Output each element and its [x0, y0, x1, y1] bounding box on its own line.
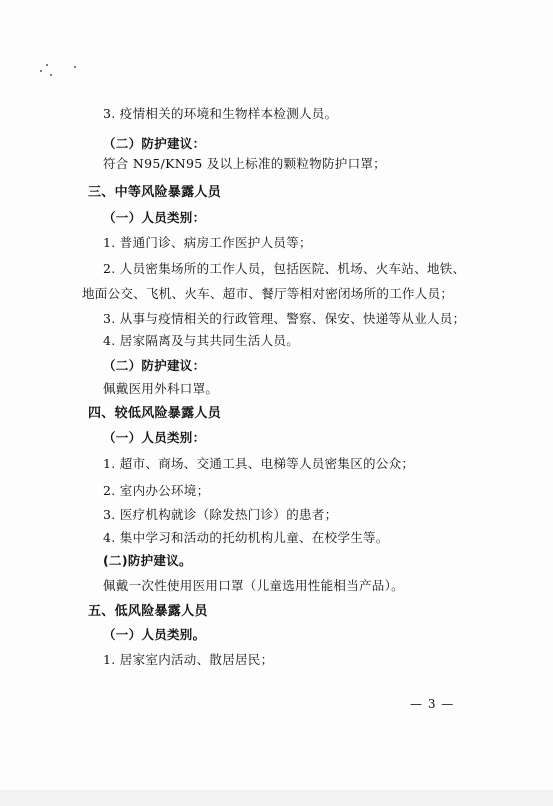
scan-specks — [40, 62, 80, 82]
text-line: 3. 医疗机构就诊（除发热门诊）的患者； — [103, 507, 338, 522]
text-line: 佩戴医用外科口罩。 — [103, 381, 219, 396]
text-line: 1. 普通门诊、病房工作医护人员等； — [103, 235, 312, 250]
text-line: 地面公交、飞机、火车、超市、餐厅等相对密闭场所的工作人员； — [82, 286, 454, 301]
page-number: — 3 — — [410, 697, 455, 711]
subheading-category: （一）人员类别： — [103, 430, 206, 445]
text-line: 2. 室内办公环境； — [103, 483, 210, 498]
text-line: 1. 居家室内活动、散居居民； — [103, 652, 274, 667]
text-line: 符合 N95/KN95 及以上标准的颗粒物防护口罩； — [103, 156, 386, 171]
section-heading-low-risk: 五、低风险暴露人员 — [88, 604, 208, 619]
subheading-protection: （二）防护建议： — [103, 136, 206, 151]
section-heading-medium-risk: 三、中等风险暴露人员 — [88, 185, 222, 200]
subheading-category: （一）人员类别。 — [103, 627, 206, 642]
text-line: 2. 人员密集场所的工作人员，包括医院、机场、火车站、地铁、 — [103, 261, 466, 276]
subheading-protection: (二)防护建议。 — [103, 553, 192, 568]
section-heading-lower-risk: 四、较低风险暴露人员 — [88, 406, 222, 421]
subheading-protection: （二）防护建议： — [103, 358, 206, 373]
text-line: 3. 疫情相关的环境和生物样本检测人员。 — [103, 106, 338, 121]
scan-bottom-edge — [0, 790, 553, 806]
text-line: 3. 从事与疫情相关的行政管理、警察、保安、快递等从业人员； — [103, 311, 466, 326]
subheading-category: （一）人员类别： — [103, 210, 206, 225]
text-line: 4. 居家隔离及与其共同生活人员。 — [103, 333, 300, 348]
text-line: 佩戴一次性使用医用口罩（儿童选用性能相当产品）。 — [103, 578, 404, 593]
text-line: 1. 超市、商场、交通工具、电梯等人员密集区的公众； — [103, 456, 415, 471]
text-line: 4. 集中学习和活动的托幼机构儿童、在校学生等。 — [103, 530, 389, 545]
